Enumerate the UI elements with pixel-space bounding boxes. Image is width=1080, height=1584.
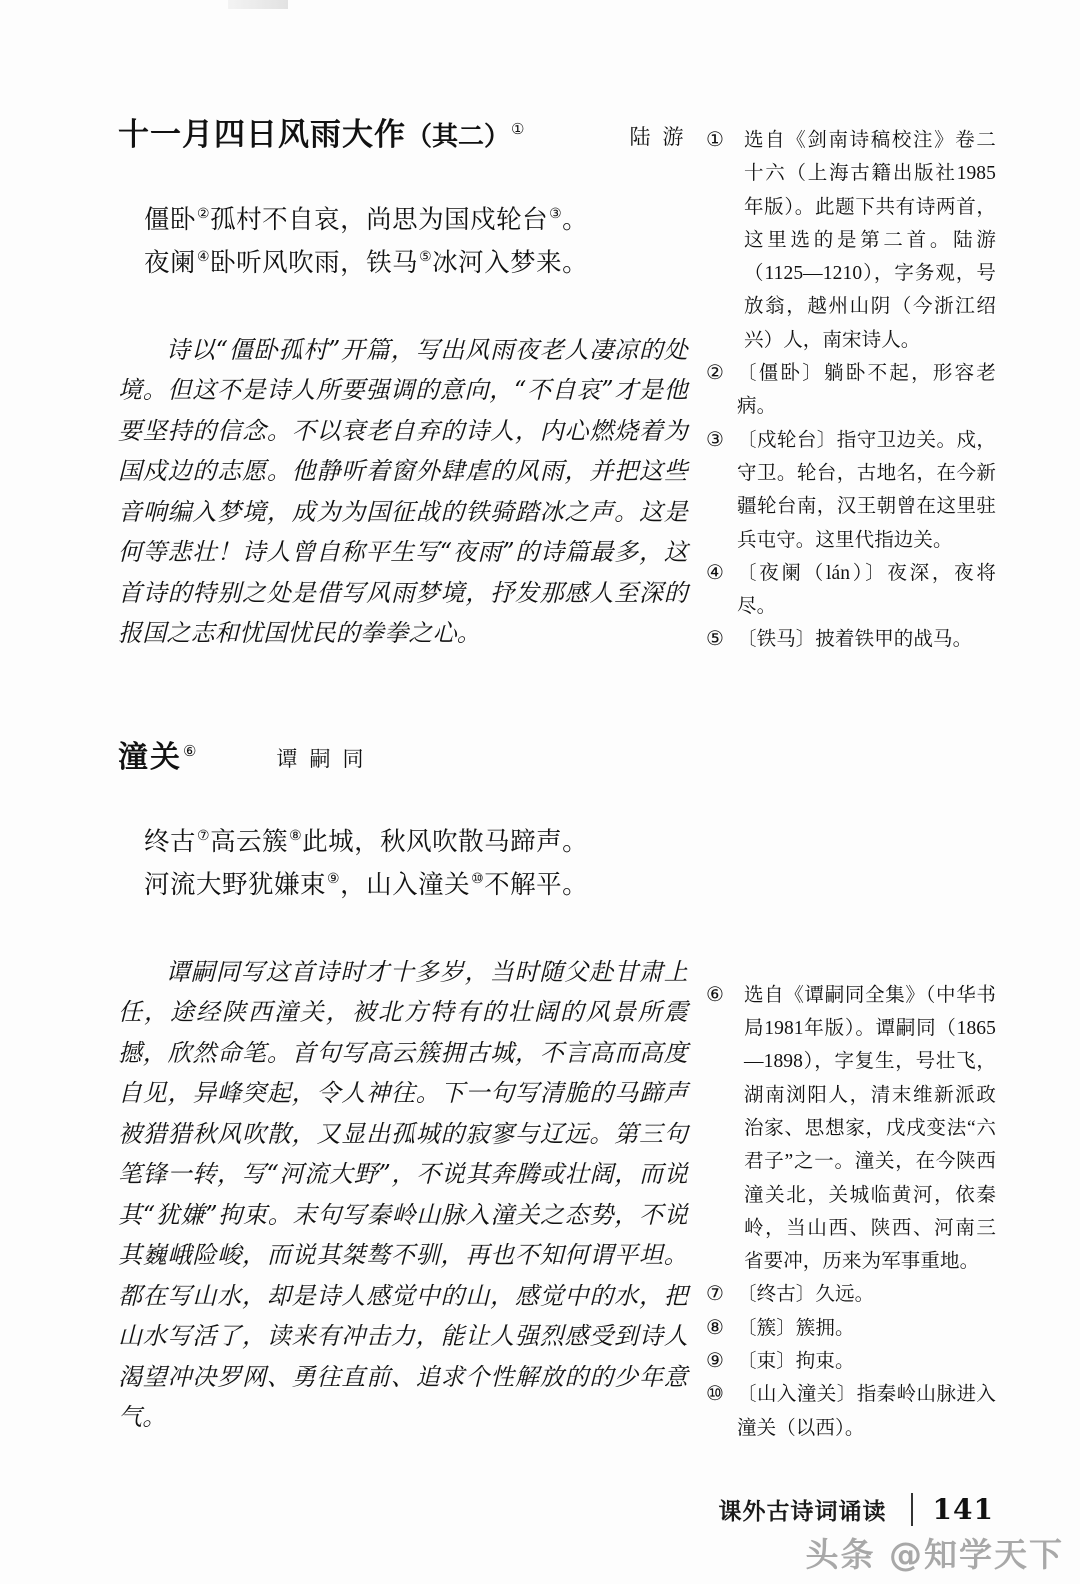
poem-1-line-1-a: 僵卧	[144, 204, 197, 234]
footnote-2-text: 〔僵卧〕躺卧不起，形容老病。	[737, 363, 996, 418]
poem-2-line-1-b: 高云簇	[210, 826, 289, 856]
footnote-10	[706, 1378, 996, 1445]
footnote-ref-4: ④	[197, 250, 211, 266]
poem-1-title-text: 十一月四日风雨大作	[118, 117, 406, 153]
footnote-10-text: 〔山入潼关〕指秦岭山脉进入潼关（以西）。	[737, 1384, 996, 1439]
footnote-6-text: 选自《谭嗣同全集》（中华书局1981年版）。谭嗣同（1865—1898），字复生，号壮飞，湖南浏阳人，清末维新派政治家、思想家，戊戌变法“六君子”之一。潼关，在今陕西潼关北，关城临黄河，依秦岭，当山西、陕西、河南三省要冲，历来为军事重地。	[744, 984, 996, 1273]
page-number: 141	[932, 1493, 994, 1526]
footnote-1-text: 选自《剑南诗稿校注》卷二十六（上海古籍出版社1985年版）。此题下共有诗两首，这里选的是第二首。陆游（1125—1210），字务观，号放翁，越州山阴（今浙江绍兴）人，南宋诗人。	[744, 130, 996, 351]
footnote-ref-9: ⑨	[327, 872, 341, 888]
footnote-5-number: ⑤	[706, 628, 724, 651]
footnote-10-number: ⑩	[706, 1383, 724, 1406]
poem-2-line-1	[144, 820, 688, 863]
footnote-ref-5: ⑤	[419, 250, 433, 266]
poem-1-line-1-b: 孤村不自哀，尚思为国戍轮台	[210, 204, 549, 234]
footnote-4	[706, 557, 996, 624]
watermark: 头条 @知学天下	[805, 1535, 1064, 1574]
poem-2-lines	[118, 820, 688, 906]
poem-1-author: 陆游	[629, 124, 696, 149]
footnote-9-number: ⑨	[706, 1350, 724, 1373]
footnote-9	[706, 1345, 996, 1378]
poem-1-line-2	[144, 241, 688, 284]
footnote-ref-1: ①	[511, 119, 526, 138]
poem-2-author: 谭嗣同	[276, 746, 376, 771]
footnote-3-number: ③	[706, 428, 724, 451]
poem-1-line-1-c: 。	[562, 204, 589, 234]
footnote-ref-7: ⑦	[197, 829, 211, 845]
poem-1-title-paren: （其二）	[406, 122, 511, 152]
poem-2-title-text: 潼关	[118, 739, 182, 775]
footnote-7	[706, 1278, 996, 1311]
footnote-8	[706, 1312, 996, 1345]
footnotes-group-2	[706, 979, 996, 1445]
footnote-4-text: 〔夜阑（lán）〕夜深，夜将尽。	[737, 562, 996, 618]
footnote-6-number: ⑥	[706, 983, 724, 1006]
footnote-3-text: 〔戍轮台〕指守卫边关。戍，守卫。轮台，古地名，在今新疆轮台南，汉王朝曾在这里驻兵屯守。这里代指边关。	[737, 429, 996, 551]
poem-1-line-2-b: 卧听风吹雨，铁马	[210, 247, 419, 277]
poem-2-line-2	[144, 863, 688, 906]
footnote-ref-3: ③	[549, 207, 563, 223]
footnotes-column	[706, 124, 996, 1445]
poem-1-line-2-a: 夜阑	[144, 247, 197, 277]
footnote-8-text: 〔簇〕簇拥。	[737, 1317, 855, 1339]
poem-2-line-2-b: ，山入潼关	[340, 869, 471, 899]
poem-block-2	[118, 732, 688, 1438]
footer-divider	[911, 1493, 913, 1526]
footnote-2-number: ②	[706, 362, 724, 385]
poem-2-line-2-c: 不解平。	[484, 869, 589, 899]
poem-1-lines	[118, 198, 688, 284]
footnote-5	[706, 623, 996, 656]
poem-2-line-1-a: 终古	[144, 826, 197, 856]
footnote-1	[706, 124, 996, 357]
poem-2-line-1-c: 此城，秋风吹散马蹄声。	[302, 826, 589, 856]
poem-1-line-1	[144, 198, 688, 241]
footnote-ref-2: ②	[197, 207, 211, 223]
scan-artifact	[228, 0, 288, 9]
poem-separator	[118, 654, 688, 732]
poem-1-commentary: 诗以“僵卧孤村”开篇，写出风雨夜老人凄凉的处境。但这不是诗人所要强调的意向，“不自哀”才是他要坚持的信念。不以衰老自弃的诗人，内心燃烧着为国戍边的志愿。他静听着窗外肆虐的风雨，并把这些音响编入梦境，成为为国征战的铁骑踏冰之声。这是何等悲壮！诗人曾自称平生写“夜雨”的诗篇最多，这首诗的特别之处是借写风雨梦境，抒发那感人至深的报国之志和忧国忧民的拳拳之心。	[118, 335, 688, 648]
footnote-9-text: 〔束〕拘束。	[737, 1351, 855, 1373]
footer-section-label: 课外古诗词诵读	[718, 1498, 887, 1525]
poem-2-commentary: 谭嗣同写这首诗时才十多岁，当时随父赴甘肃上任，途经陕西潼关，被北方特有的壮阔的风景所震撼，欣然命笔。首句写高云簇拥古城，不言高而高度自见，异峰突起，令人神往。下一句写清脆的马蹄声被猎猎秋风吹散，又显出孤城的寂寥与辽远。第三句笔锋一转，写“河流大野”，不说其奔腾或壮阔，而说其“犹嫌”拘束。末句写秦岭山脉入潼关之态势，不说其巍峨险峻，而说其桀骜不驯，再也不知何谓平坦。都在写山水，却是诗人感觉中的山，感觉中的水，把山水写活了，读来有冲击力，能让人强烈感受到诗人渴望冲决罗网、勇往直前、追求个性解放的的少年意气。	[118, 957, 688, 1432]
poem-2-line-2-a: 河流大野犹嫌束	[144, 869, 327, 899]
poem-block-1	[118, 117, 696, 654]
footnote-5-text: 〔铁马〕披着铁甲的战马。	[737, 629, 973, 651]
footnote-7-number: ⑦	[706, 1283, 724, 1306]
poem-1-line-2-c: 冰河入梦来。	[432, 247, 589, 277]
footnote-2	[706, 357, 996, 424]
footnote-1-number: ①	[706, 129, 724, 151]
poem-2-header	[118, 732, 688, 776]
footnote-ref-10: ⑩	[471, 872, 485, 888]
footnote-6	[706, 979, 996, 1279]
main-column	[118, 117, 696, 1438]
footnote-7-text: 〔终古〕久远。	[737, 1284, 875, 1306]
poem-1-title	[118, 118, 525, 154]
poem-2-title	[118, 732, 198, 776]
poem-1-header	[118, 117, 696, 154]
footnote-ref-8: ⑧	[289, 829, 303, 845]
footnote-ref-6: ⑥	[183, 741, 199, 760]
footnote-4-number: ④	[706, 561, 724, 584]
page-footer	[0, 1493, 1080, 1526]
footnote-8-number: ⑧	[706, 1316, 724, 1339]
footnote-3	[706, 424, 996, 557]
